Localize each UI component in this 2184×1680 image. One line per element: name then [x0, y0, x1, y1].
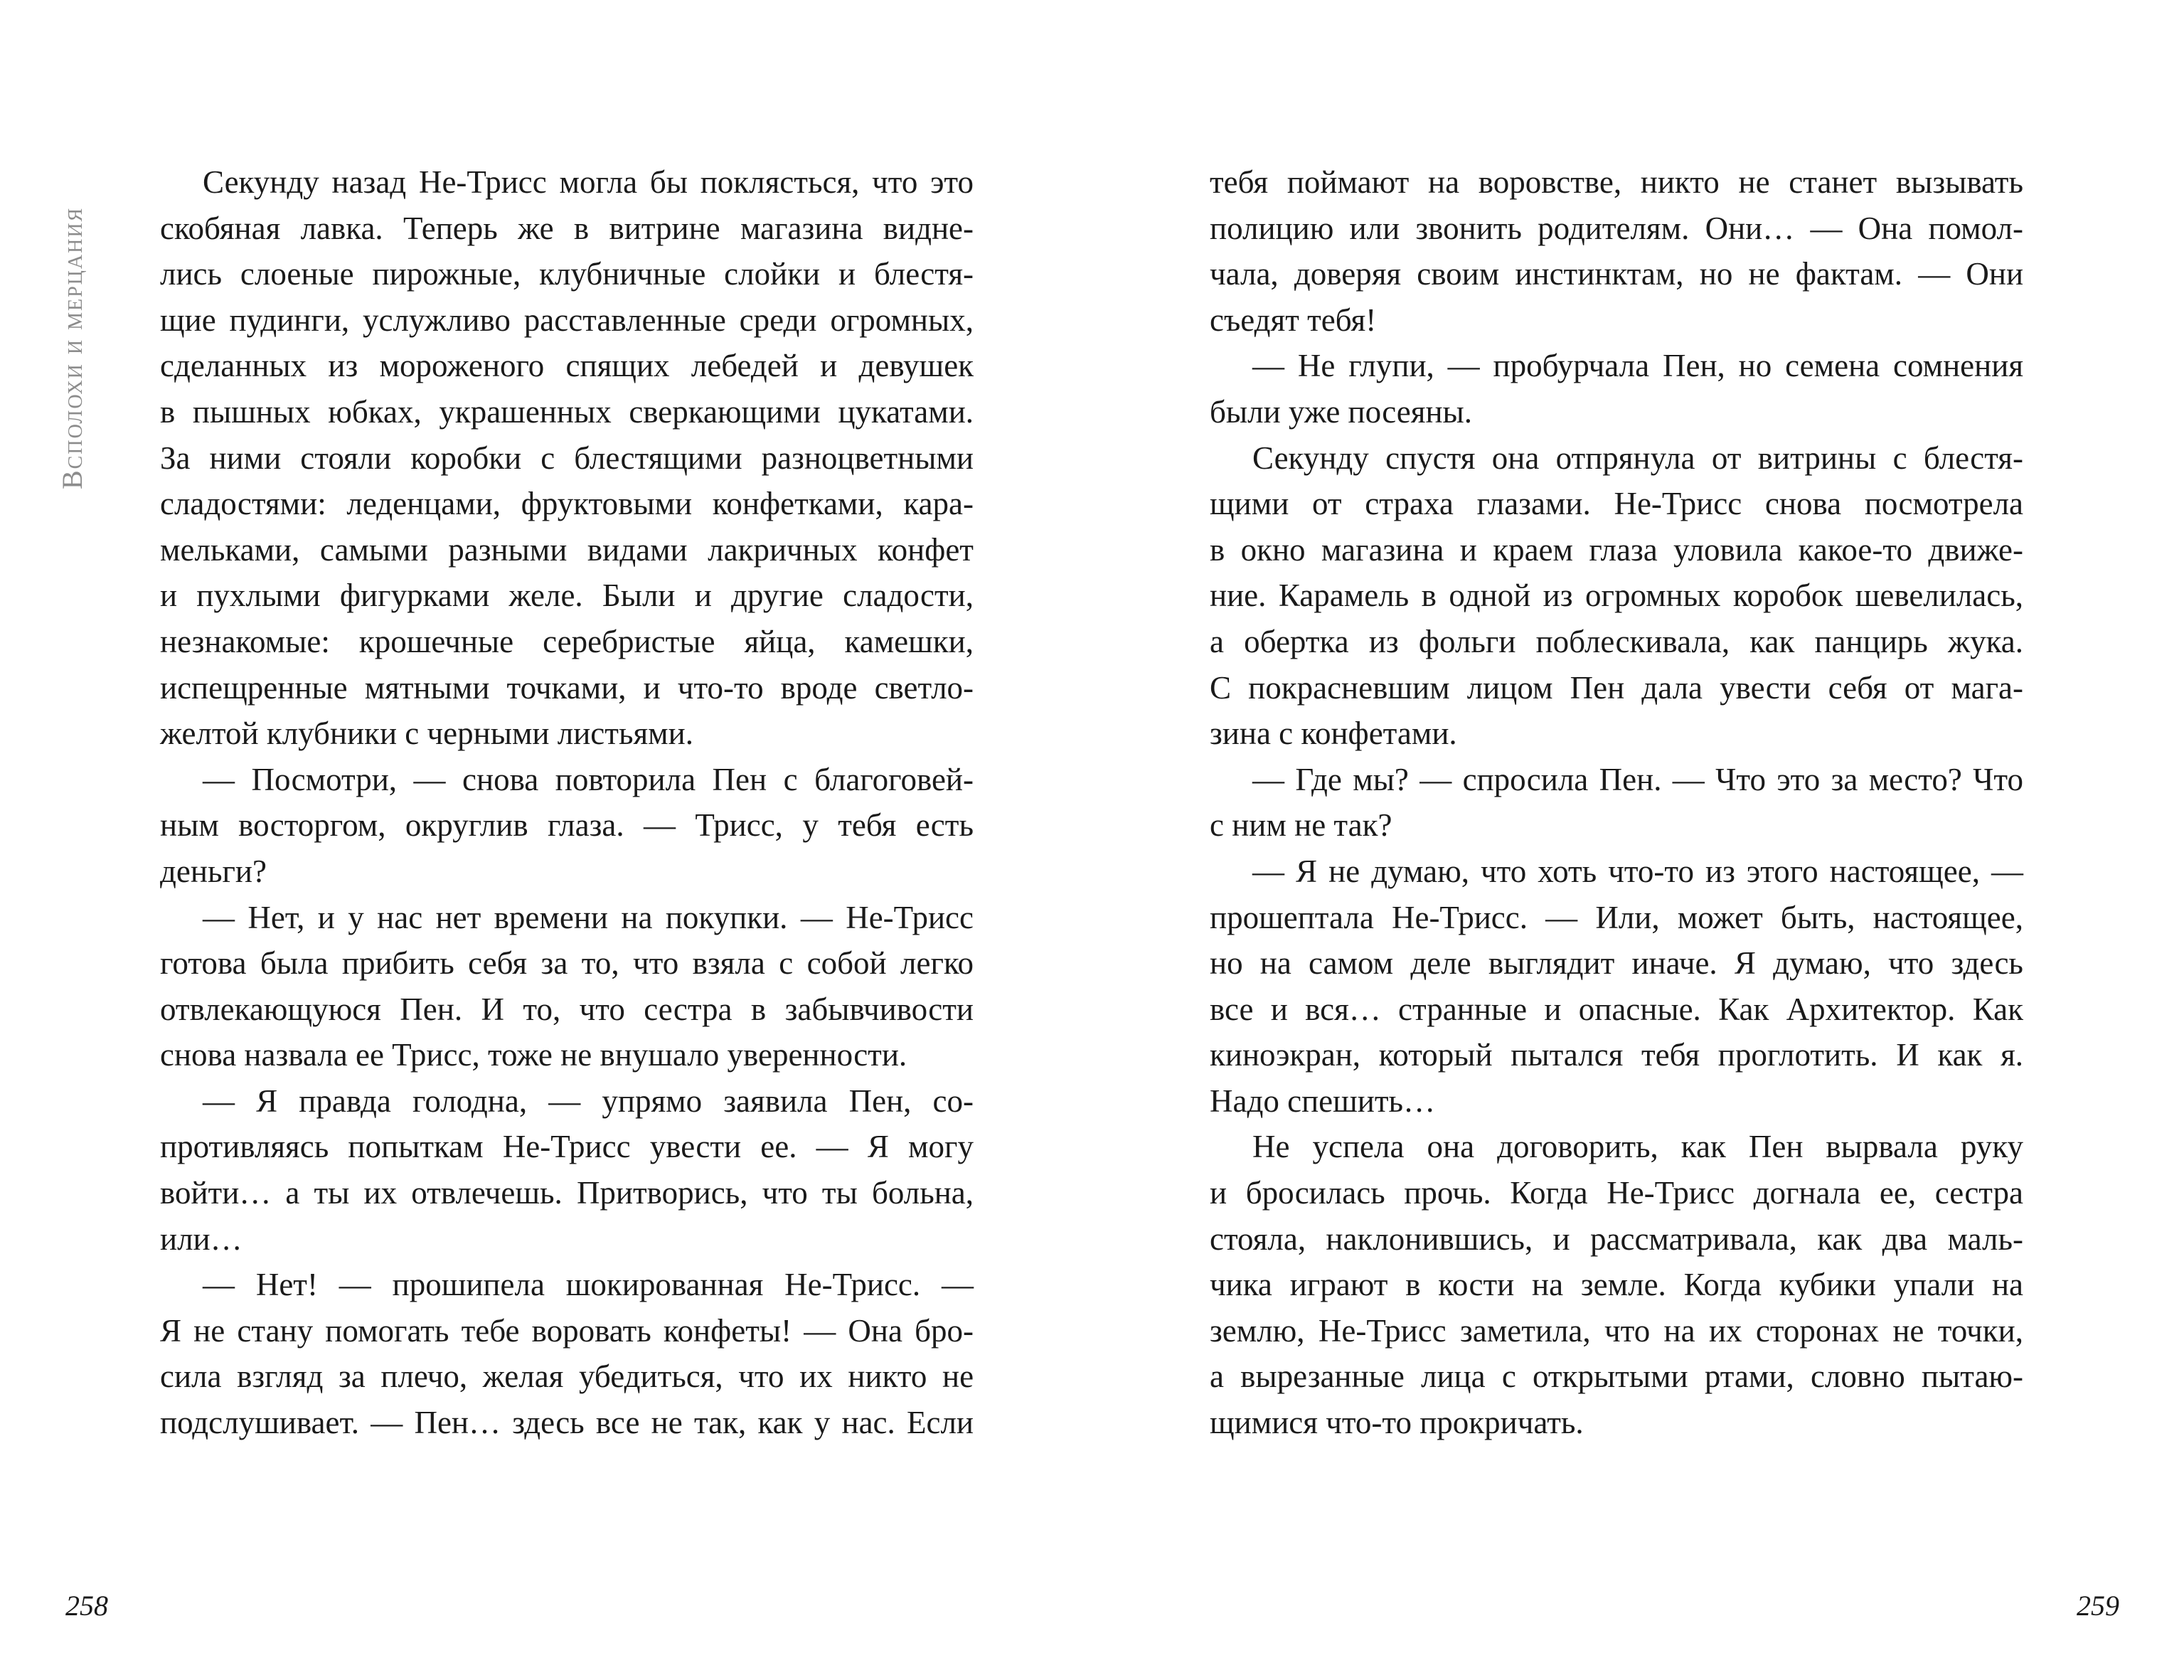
- text-line: в окно магазина и краем глаза уловила какое-то движе-: [1210, 531, 2024, 568]
- text-line: и бросилась прочь. Когда Не-Трисс догнала ее, сестра: [1210, 1175, 2023, 1211]
- text-line: отвлекающуюся Пен. И то, что сестра в забывчивости: [160, 991, 974, 1027]
- text-line: чала, доверяя своим инстинктам, но не фактам. — Они: [1210, 256, 2024, 292]
- text-line: скобяная лавка. Теперь же в витрине магазина видне-: [160, 210, 974, 246]
- text-line: съедят тебя!: [1210, 302, 1377, 338]
- text-line: лись слоеные пирожные, клубничные слойки и блестя-: [160, 256, 974, 292]
- text-line: деньги?: [160, 853, 267, 889]
- text-line: тебя поймают на воровстве, никто не станет вызывать: [1210, 164, 2023, 200]
- text-line: войти… а ты их отвлечешь. Притворись, что ты больна,: [160, 1175, 974, 1211]
- paragraph-first-line: — Я правда голодна, — упрямо заявила Пен, со-: [203, 1083, 974, 1119]
- text-line: щие пудинги, услужливо расставленные среди огромных,: [160, 302, 974, 338]
- text-line: с ним не так?: [1210, 807, 1392, 844]
- text-line: незнакомые: крошечные серебристые яйца, камешки,: [160, 623, 974, 659]
- text-line: ние. Карамель в одной из огромных коробок шевелилась,: [1210, 578, 2024, 614]
- text-line: испещренные мятными точками, и что-то вроде светло-: [160, 669, 974, 706]
- text-line: а вырезанные лица с открытыми ртами, словно пытаю-: [1210, 1359, 2024, 1395]
- running-head-text: Всполохи и мерцания: [56, 206, 88, 489]
- text-line: были уже посеяны.: [1210, 393, 1473, 430]
- text-line: С покрасневшим лицом Пен дала увести себя от мага-: [1210, 669, 2024, 706]
- text-line: зина с конфетами.: [1210, 716, 1457, 752]
- running-head: [57, 172, 88, 489]
- paragraph-first-line: — Нет, и у нас нет времени на покупки. — Не-Трисс: [203, 899, 974, 935]
- paragraph-first-line: — Нет! — прошипела шокированная Не-Трисс. —: [203, 1267, 974, 1303]
- text-line: или…: [160, 1221, 243, 1257]
- paragraph-first-line: Секунду назад Не-Трисс могла бы поклясться, что это: [203, 164, 974, 200]
- text-line: все и вся… странные и опасные. Как Архитектор. Как: [1210, 991, 2023, 1027]
- paragraph-first-line: — Я не думаю, что хоть что-то из этого настоящее, —: [1252, 853, 2023, 889]
- text-line: чика играют в кости на земле. Когда кубики упали на: [1210, 1267, 2024, 1303]
- paragraph-first-line: — Посмотри, — снова повторила Пен с благоговей-: [203, 761, 974, 797]
- text-line: киноэкран, который пытался тебя проглотить. И как я.: [1210, 1037, 2024, 1073]
- text-line: Надо спешить…: [1210, 1083, 1436, 1119]
- text-line: стояла, наклонившись, и рассматривала, как два маль-: [1210, 1221, 2024, 1257]
- text-line: Я не стану помогать тебе воровать конфеты! — Она бро-: [160, 1312, 974, 1349]
- text-line: в пышных юбках, украшенных сверкающими цукатами.: [160, 393, 974, 430]
- page-number-left: 258: [65, 1590, 108, 1622]
- text-line: готова была прибить себя за то, что взяла с собой легко: [160, 945, 974, 982]
- text-line: ным восторгом, округлив глаза. — Трисс, у тебя есть: [160, 807, 974, 844]
- paragraph-first-line: — Не глупи, — пробурчала Пен, но семена сомнения: [1252, 348, 2024, 384]
- left-page-text: [160, 159, 974, 1446]
- text-line: сладостями: леденцами, фруктовыми конфетками, кара-: [160, 486, 974, 522]
- text-line: сила взгляд за плечо, желая убедиться, что их никто не: [160, 1359, 974, 1395]
- text-line: сделанных из мороженого спящих лебедей и девушек: [160, 348, 974, 384]
- text-line: За ними стояли коробки с блестящими разноцветными: [160, 440, 974, 476]
- page-number-right: 259: [2077, 1590, 2119, 1622]
- text-line: но на самом деле выглядит иначе. Я думаю, что здесь: [1210, 945, 2023, 982]
- text-line: прошептала Не-Трисс. — Или, может быть, настоящее,: [1210, 899, 2023, 935]
- text-line: подслушивает. — Пен… здесь все не так, как у нас. Если: [160, 1405, 974, 1441]
- text-line: желтой клубники с черными листьями.: [160, 716, 693, 752]
- text-line: мельками, самыми разными видами лакричных конфет: [160, 531, 974, 568]
- paragraph-first-line: — Где мы? — спросила Пен. — Что это за место? Что: [1252, 761, 2023, 797]
- text-line: снова назвала ее Трисс, тоже не внушало уверенности.: [160, 1037, 907, 1073]
- text-line: землю, Не-Трисс заметила, что на их сторонах не точки,: [1210, 1312, 2023, 1349]
- text-line: и пухлыми фигурками желе. Были и другие сладости,: [160, 578, 974, 614]
- text-line: противляясь попыткам Не-Трисс увести ее. — Я могу: [160, 1129, 974, 1165]
- text-line: а обертка из фольги поблескивала, как панцирь жука.: [1210, 623, 2023, 659]
- right-page-text: [1210, 159, 2023, 1446]
- text-line: щимися что-то прокричать.: [1210, 1405, 1584, 1441]
- text-line: щими от страха глазами. Не-Трисс снова посмотрела: [1210, 486, 2024, 522]
- paragraph-first-line: Не успела она договорить, как Пен вырвала руку: [1252, 1129, 2024, 1165]
- text-line: полицию или звонить родителям. Они… — Она помол-: [1210, 210, 2024, 246]
- paragraph-first-line: Секунду спустя она отпрянула от витрины с блестя-: [1252, 440, 2023, 476]
- right-page: [1092, 0, 2184, 1680]
